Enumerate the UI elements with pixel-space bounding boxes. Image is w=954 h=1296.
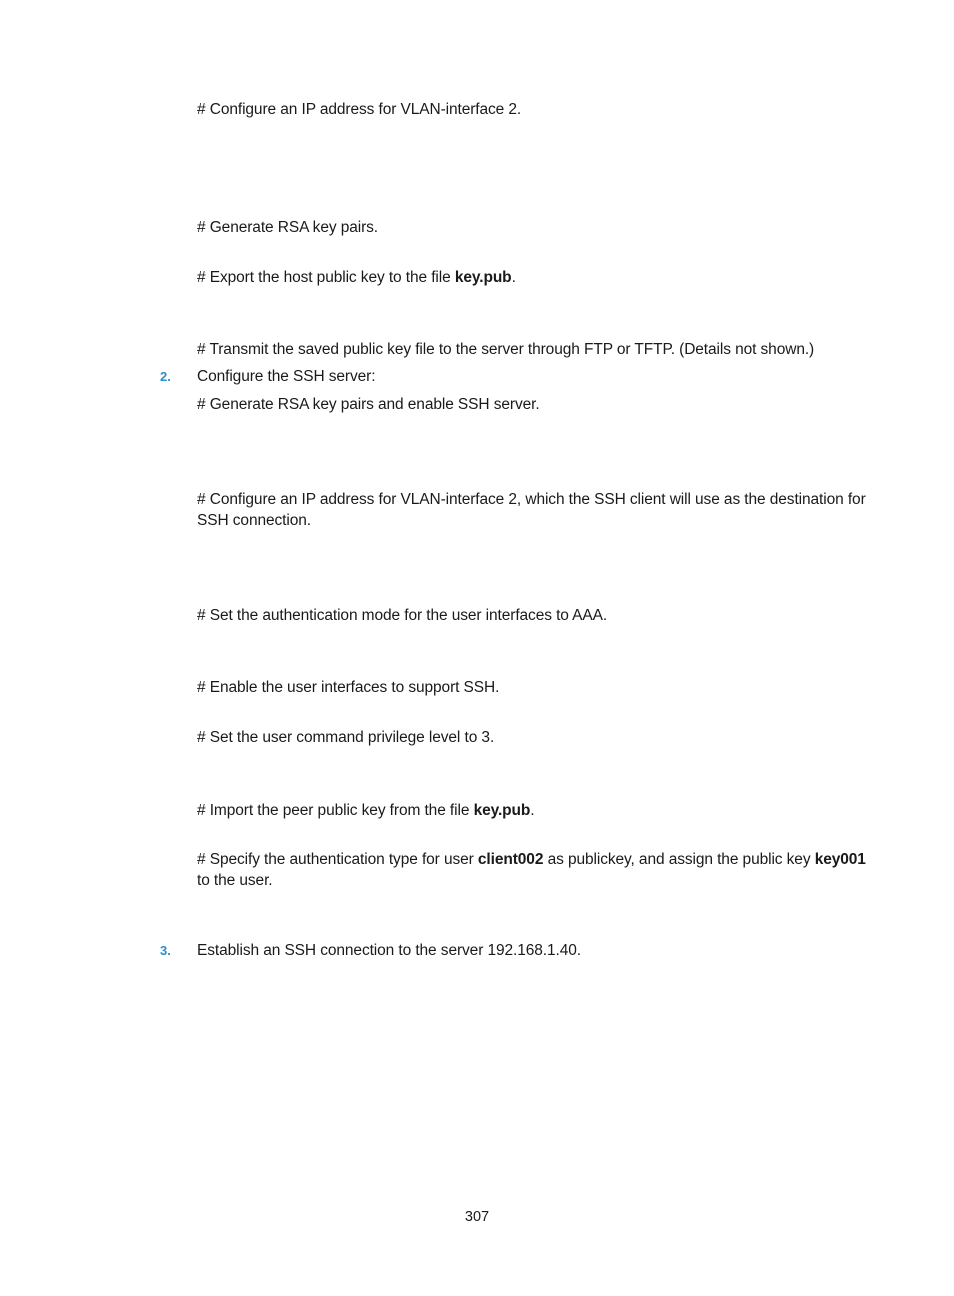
text-segment: . [530,802,535,819]
text-segment: to the user. [197,872,273,889]
comment-transmit-key: # Transmit the saved public key file to the server through FTP or TFTP. (Details not shown.) [197,341,815,358]
comment-generate-rsa-enable-ssh: # Generate RSA key pairs and enable SSH server. [197,396,540,413]
text-segment: # Export the host public key to the file [197,269,455,286]
comment-auth-mode: # Set the authentication mode for the user interfaces to AAA. [197,607,608,624]
file-name: key.pub [473,802,531,819]
comment-enable-ssh: # Enable the user interfaces to support SSH. [197,679,500,696]
comment-import-key [197,800,535,821]
text-segment: # Import the peer public key from the file [197,802,474,819]
key-name: key001 [814,851,866,868]
comment-export-key [197,267,516,288]
comment-privilege-level: # Set the user command privilege level to 3. [197,729,495,746]
file-name: key.pub [454,269,512,286]
step-text: Configure the SSH server: [197,368,376,385]
comment-generate-rsa: # Generate RSA key pairs. [197,219,379,236]
comment-configure-ip: # Configure an IP address for VLAN-interface 2. [197,101,522,118]
text-segment: as publickey, and assign the public key [543,851,815,868]
text-segment: . [511,269,516,286]
text-segment: # Specify the authentication type for user [197,851,478,868]
page-number: 307 [464,1209,490,1225]
comment-auth-type [197,849,869,891]
step-number: 2. [160,369,171,384]
user-name: client002 [477,851,544,868]
comment-configure-ip-destination: # Configure an IP address for VLAN-interface 2, which the SSH client will use as the destination for SSH connection. [197,491,866,529]
step-number: 3. [160,943,171,958]
step-text: Establish an SSH connection to the server 192.168.1.40. [197,942,581,959]
